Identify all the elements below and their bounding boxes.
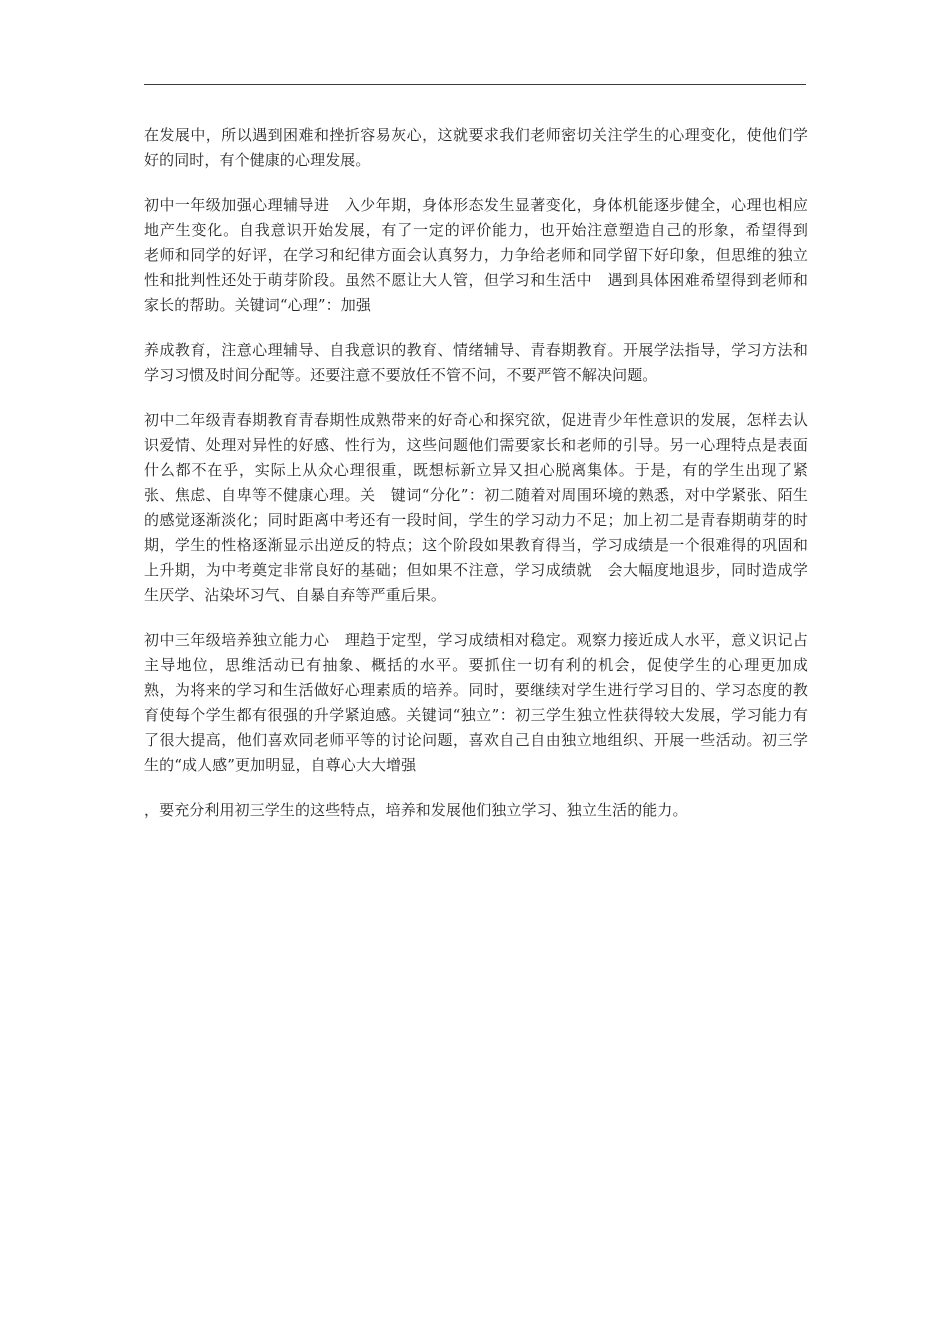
paragraph-grade-two: 初中二年级青春期教育青春期性成熟带来的好奇心和探究欲，促进青少年性意识的发展，怎样去认识爱情、处理对异性的好感、性行为，这些问题他们需要家长和老师的引导。另一心理特点是表面什么都不在乎，实际上从众心理很重，既想标新立异又担心脱离集体。于是，有的学生出现了紧张、焦虑、自卑等不健康心理。关 键词“分化”：初二随着对周围环境的熟悉，对中学紧张、陌生的感觉逐渐淡化；同时距离中考还有一段时间，学生的学习动力不足；加上初二是青春期萌芽的时 期，学生的性格逐渐显示出逆反的特点；这个阶段如果教育得当，学习成绩是一个很难得的巩固和上升期，为中考奠定非常良好的基础；但如果不注意，学习成绩就 会大幅度地退步，同时造成学生厌学、沾染坏习气、自暴自弃等严重后果。 — [144, 411, 824, 604]
paragraph-grade-three: 初中三年级培养独立能力心 理趋于定型，学习成绩相对稳定。观察力接近成人水平，意义识记占主导地位，思维活动已有抽象、概括的水平。要抓住一切有利的机会，促使学生的心理更加成 熟，为将来的学习和生活做好心理素质的培养。同时，要继续对学生进行学习目的、学习态度的教育使每个学生都有很强的升学紧迫感。关键词“独立”：初三学生独立性获得较大发展，学习能力有了很大提高，他们喜欢同老师平等的讨论问题，喜欢自己自由独立地组织、开展一些活动。初三学生的“成人感”更加明显，自尊心大大增强 — [144, 631, 824, 774]
paragraph-grade-one-continued: 养成教育，注意心理辅导、自我意识的教育、情绪辅导、青春期教育。开展学法指导，学习方法和学习习惯及时间分配等。还要注意不要放任不管不问，不要严管不解决问题。 — [144, 341, 808, 384]
paragraph-intro: 在发展中，所以遇到困难和挫折容易灰心，这就要求我们老师密切关注学生的心理变化，使他们学好的同时，有个健康的心理发展。 — [144, 126, 808, 169]
header-rule — [144, 84, 806, 85]
paragraph-grade-three-continued: ，要充分利用初三学生的这些特点，培养和发展他们独立学习、独立生活的能力。 — [144, 801, 688, 819]
paragraph-grade-one: 初中一年级加强心理辅导进 入少年期，身体形态发生显著变化，身体机能逐步健全，心理也相应地产生变化。自我意识开始发展，有了一定的评价能力，也开始注意塑造自己的形象，希望得到 老师和同学的好评，在学习和纪律方面会认真努力，力争给老师和同学留下好印象，但思维的独立性和批判性还处于萌芽阶段。虽然不愿让大人管，但学习和生活中 遇到具体困难希望得到老师和家长的帮助。关键词“心理”：加强 — [144, 196, 824, 314]
document-body — [144, 123, 824, 843]
